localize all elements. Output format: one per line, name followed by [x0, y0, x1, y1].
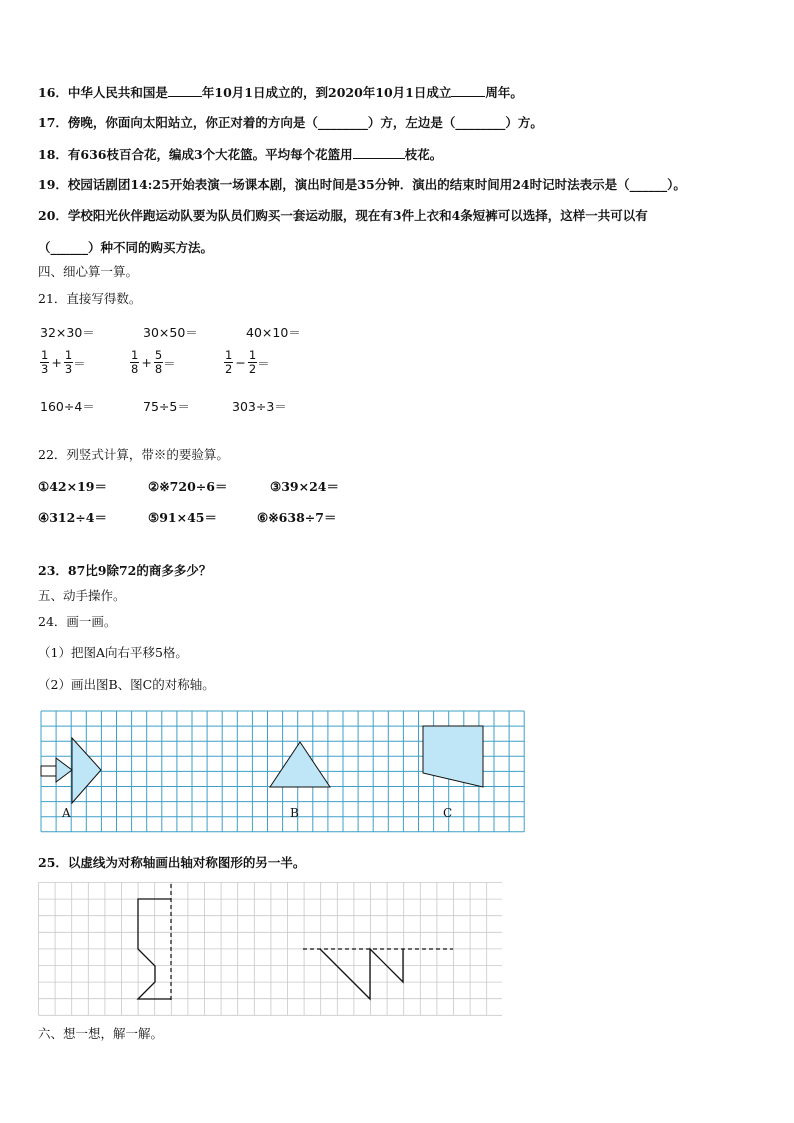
half-figure-right — [320, 949, 403, 999]
q22-item-1: ①42×19＝ — [38, 479, 107, 494]
denominator: 2 — [248, 362, 257, 376]
operator: + — [141, 355, 152, 370]
question-24-sub-1: （1）把图A向右平移5格。 — [38, 645, 188, 660]
question-24-sub-2: （2）画出图B、图C的对称轴。 — [38, 677, 215, 692]
equals: ＝ — [73, 355, 86, 371]
symmetry-grid[interactable] — [38, 882, 502, 1016]
label-b: B — [290, 806, 299, 820]
question-22-title: 22．列竖式计算，带※的要验算。 — [38, 447, 229, 462]
question-18 — [38, 146, 442, 163]
q22-item-5: ⑤91×45＝ — [148, 510, 217, 525]
question-25-title: 25．以虚线为对称轴画出轴对称图形的另一半。 — [38, 855, 306, 870]
q22-item-4: ④312÷4＝ — [38, 510, 107, 525]
fraction — [40, 349, 49, 376]
fraction — [64, 349, 73, 376]
question-19: 19．校园话剧团14:25开始表演一场课本剧，演出时间是35分钟．演出的结束时间用24时记时法表示是（______）。 — [38, 177, 686, 192]
question-16 — [38, 84, 523, 101]
q22-item-2: ②※720÷6＝ — [148, 479, 228, 494]
fraction — [224, 349, 233, 376]
fraction — [248, 349, 257, 376]
equals: ＝ — [257, 355, 270, 371]
fraction — [154, 349, 163, 376]
fraction — [130, 349, 139, 376]
q18-text-a: 18．有636枝百合花，编成3个大花篮。平均每个花篮用 — [38, 147, 353, 162]
question-17: 17．傍晚，你面向太阳站立，你正对着的方向是（________）方，左边是（________）方。 — [38, 115, 543, 130]
figure-a-tip — [56, 758, 72, 782]
fraction-calc-2 — [130, 349, 176, 376]
figure-a-stem — [41, 766, 56, 776]
question-20-line-1: 20．学校阳光伙伴跑运动队要为队员们购买一套运动服，现在有3件上衣和4条短裤可以选择，这样一共可以有 — [38, 208, 648, 223]
numerator: 1 — [131, 348, 139, 362]
q16-text-c: 周年。 — [485, 85, 523, 100]
denominator: 2 — [225, 362, 233, 376]
q16-blank-1[interactable] — [168, 84, 202, 97]
translation-grid[interactable] — [40, 710, 530, 834]
operator: − — [235, 355, 246, 370]
section-6-title: 六、想一想，解一解。 — [38, 1026, 164, 1041]
figure-b-triangle — [270, 742, 330, 787]
numerator: 1 — [64, 348, 73, 362]
q16-blank-2[interactable] — [451, 84, 485, 97]
numerator: 5 — [154, 348, 163, 362]
fraction-calc-1 — [40, 349, 86, 376]
denominator: 3 — [64, 362, 73, 376]
denominator: 8 — [131, 362, 139, 376]
calc-3-2: 75÷5＝ — [143, 399, 190, 414]
q22-item-3: ③39×24＝ — [270, 479, 339, 494]
question-20-line-2: （______）种不同的购买方法。 — [38, 240, 214, 255]
calc-3-1: 160÷4＝ — [40, 399, 95, 414]
calc-1-2: 30×50＝ — [143, 325, 198, 340]
operator: + — [51, 355, 62, 370]
q16-text-b: 年10月1日成立的，到2020年10月1日成立 — [201, 85, 452, 100]
q18-text-b: 枝花。 — [404, 147, 443, 162]
denominator: 3 — [41, 362, 49, 376]
q22-item-6: ⑥※638÷7＝ — [257, 510, 337, 525]
fraction-calc-3 — [224, 349, 270, 376]
question-21-title: 21．直接写得数。 — [38, 291, 142, 306]
equals: ＝ — [163, 355, 176, 371]
question-23: 23．87比9除72的商多多少？ — [38, 563, 212, 578]
calc-1-1: 32×30＝ — [40, 325, 95, 340]
section-4-title: 四、细心算一算。 — [38, 264, 139, 279]
denominator: 8 — [154, 362, 163, 376]
figure-c-trapezoid — [423, 726, 483, 787]
calc-3-3: 303÷3＝ — [232, 399, 287, 414]
numerator: 1 — [248, 348, 257, 362]
label-a: A — [62, 806, 71, 820]
label-c: C — [443, 806, 453, 820]
numerator: 1 — [41, 348, 49, 362]
calc-1-3: 40×10＝ — [246, 325, 301, 340]
question-24-title: 24．画一画。 — [38, 614, 117, 629]
numerator: 1 — [225, 348, 233, 362]
q16-text-a: 16．中华人民共和国是 — [38, 85, 168, 100]
section-5-title: 五、动手操作。 — [38, 588, 126, 603]
q18-blank[interactable] — [353, 146, 405, 159]
